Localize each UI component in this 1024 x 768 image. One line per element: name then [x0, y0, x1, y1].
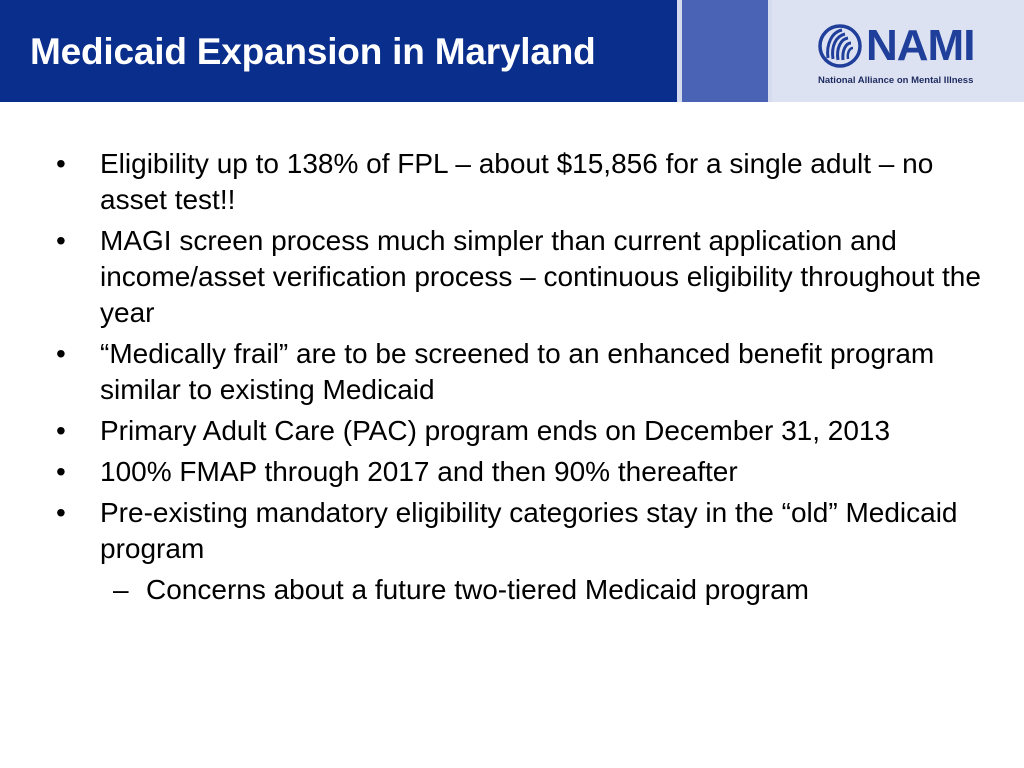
list-item — [0, 454, 1024, 490]
bullet-marker: • — [56, 497, 66, 528]
bullet-list — [0, 146, 1024, 608]
list-item — [0, 223, 1024, 331]
bullet-text: 100% FMAP through 2017 and then 90% thereafter — [100, 456, 738, 487]
bullet-text: Primary Adult Care (PAC) program ends on December 31, 2013 — [100, 415, 891, 446]
nami-wordmark: NAMI — [866, 21, 975, 70]
sub-bullet-marker: – — [113, 574, 129, 605]
slide-header — [0, 0, 1024, 102]
bullet-marker: • — [56, 148, 66, 179]
nami-swirl-icon — [818, 22, 862, 70]
bullet-text: Pre-existing mandatory eligibility categories stay in the “old” Medicaid program — [100, 497, 958, 564]
slide-title: Medicaid Expansion in Maryland — [30, 31, 596, 72]
bullet-marker: • — [56, 338, 66, 369]
list-item — [0, 495, 1024, 567]
bullet-marker: • — [56, 225, 66, 256]
bullet-text: MAGI screen process much simpler than current application and income/asset verification process – continuous eligibility throughout the year — [100, 225, 981, 328]
header-stripe — [682, 0, 768, 102]
bullet-marker: • — [56, 456, 66, 487]
sub-list-item — [0, 572, 1024, 608]
logo-tagline: National Alliance on Mental Illness — [818, 75, 974, 86]
bullet-text: “Medically frail” are to be screened to an enhanced benefit program similar to existing Medicaid — [100, 338, 935, 405]
bullet-text: Eligibility up to 138% of FPL – about $15,856 for a single adult – no asset test!! — [100, 148, 934, 215]
sub-bullet-text: Concerns about a future two-tiered Medicaid program — [146, 574, 810, 605]
list-item — [0, 146, 1024, 218]
bullet-marker: • — [56, 415, 66, 446]
list-item — [0, 336, 1024, 408]
list-item — [0, 413, 1024, 449]
